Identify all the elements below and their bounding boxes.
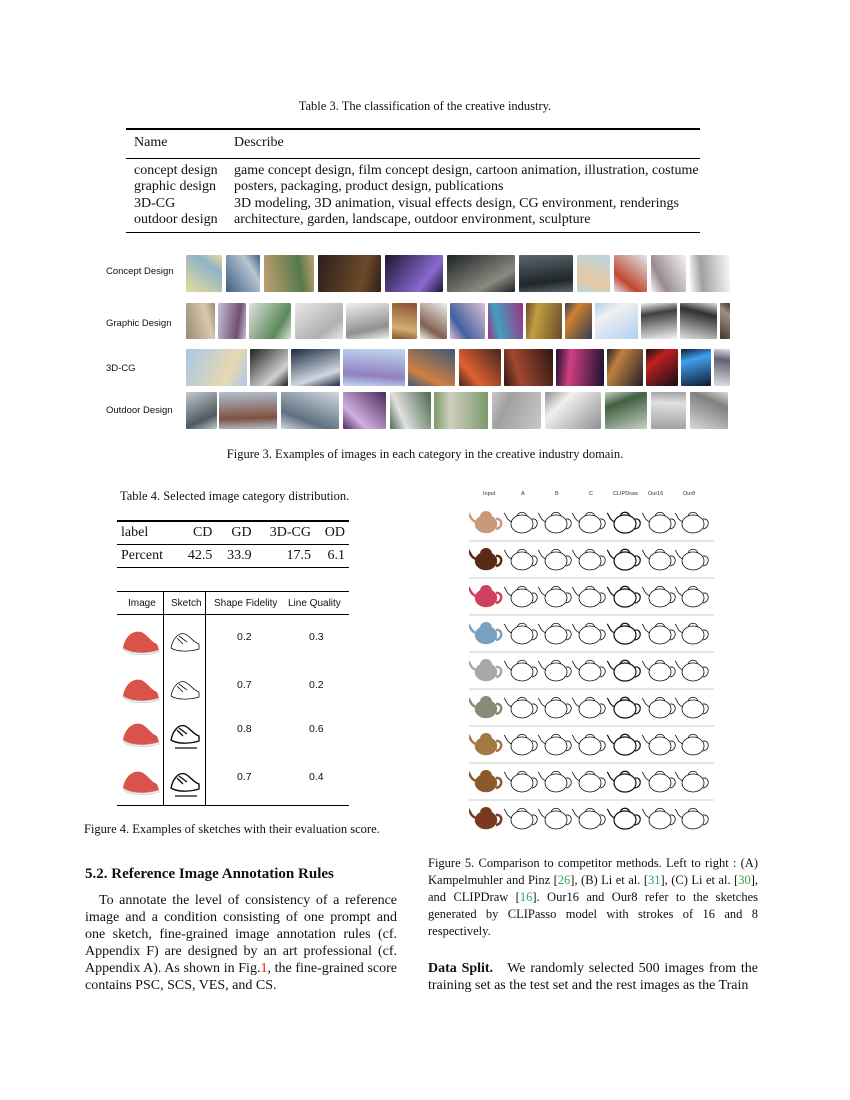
fig4-header: Sketch (171, 598, 202, 609)
teapot-sketch (607, 586, 640, 607)
fig5-teapot-grid (469, 489, 714, 841)
table-row (126, 212, 700, 232)
teapot-sketch (504, 660, 537, 681)
teapot-sketch (607, 512, 640, 533)
table4 (117, 520, 349, 568)
citation-link[interactable]: 31 (648, 873, 661, 887)
fig5-col-header: Our8 (683, 491, 696, 497)
citation-link[interactable]: 16 (519, 890, 533, 904)
teapot-sketch (538, 808, 571, 829)
fig3-thumbnail (264, 255, 314, 292)
teapot-photo (469, 586, 501, 607)
teapot-photo (469, 512, 501, 533)
teapot-sketch (572, 660, 605, 681)
citation-link[interactable]: 30 (738, 873, 751, 887)
teapot-photo (469, 549, 501, 570)
shoe-sketch (171, 682, 199, 700)
table4-header: CD (177, 521, 216, 545)
fig4-row-art (123, 772, 199, 796)
fig3-thumbnail (492, 392, 541, 429)
teapot-photo (469, 734, 501, 755)
fig3-row-label: Outdoor Design (106, 405, 173, 416)
fig4-shape-score: 0.2 (237, 631, 252, 643)
teapot-sketch (675, 771, 708, 792)
table4-header: 3D-CG (256, 521, 315, 545)
teapot-sketch (607, 660, 640, 681)
figure5 (469, 489, 714, 841)
teapot-sketch (538, 512, 571, 533)
teapot-sketch (642, 697, 675, 718)
teapot-sketch (675, 808, 708, 829)
teapot-sketch (607, 808, 640, 829)
fig4-shape-score: 0.7 (237, 771, 252, 783)
table3-cell: 3D-CG (134, 195, 176, 211)
table3 (126, 128, 700, 233)
teapot-sketch (504, 734, 537, 755)
table3-cell: posters, packaging, product design, publications (234, 179, 504, 194)
fig3-thumbnail (186, 349, 247, 386)
shoe-sketch (171, 634, 199, 652)
fig3-thumbnail (186, 392, 217, 429)
figure3-caption: Figure 3. Examples of images in each category in the creative industry domain. (226, 447, 624, 461)
fig3-thumbnail (605, 392, 647, 429)
teapot-sketch (538, 771, 571, 792)
teapot-sketch (642, 734, 675, 755)
fig3-thumbnail (614, 255, 647, 292)
teapot-sketch (607, 734, 640, 755)
fig5-col-header: CLIPDraw (613, 491, 639, 497)
teapot-sketch (642, 660, 675, 681)
fig3-thumbnail (250, 349, 288, 386)
teapot-sketch (504, 549, 537, 570)
fig3-thumbnail (526, 303, 562, 339)
fig3-thumbnail (459, 349, 501, 386)
citation-link[interactable]: 26 (557, 873, 571, 887)
figure4-table (117, 591, 349, 806)
teapot-sketch (504, 512, 537, 533)
teapot-sketch (572, 808, 605, 829)
teapot-sketch (504, 586, 537, 607)
table3-header-describe: Describe (226, 129, 700, 158)
fig5-col-header: A (521, 491, 525, 497)
fig3-thumbnail (318, 255, 381, 292)
caption-text: ], and CLIPDraw [ (428, 873, 758, 904)
section-heading: 5.2. Reference Image Annotation Rules (85, 866, 334, 882)
fig3-thumbnail (186, 255, 222, 292)
table3-cell: game concept design, film concept design, cartoon animation, illustration, costume (234, 162, 699, 178)
teapot-sketch (642, 586, 675, 607)
teapot-sketch (504, 771, 537, 792)
fig3-thumbnail (488, 303, 523, 339)
shoe-image (123, 632, 159, 653)
teapot-sketch (538, 660, 571, 681)
fig3-thumbnail (607, 349, 643, 386)
fig3-thumbnail (450, 303, 485, 339)
fig4-header: Image (128, 598, 156, 609)
caption-text: ], (C) Li et al. [ (660, 873, 739, 887)
paragraph-text: , the fine-grained score contains PSC, SCS, VES, and CS. (85, 961, 397, 993)
fig3-thumbnail (186, 303, 215, 339)
fig3-thumbnail (720, 303, 730, 339)
teapot-sketch (572, 586, 605, 607)
section52-paragraph (85, 892, 397, 994)
fig3-thumbnail (249, 303, 291, 339)
fig5-col-header: Input (483, 491, 496, 497)
fig3-row-label: Graphic Design (106, 318, 172, 329)
teapot-sketch (572, 512, 605, 533)
fig4-row-art (123, 724, 199, 748)
table4-cell: 6.1 (315, 545, 349, 568)
teapot-sketch (504, 808, 537, 829)
teapot-sketch (642, 623, 675, 644)
fig3-thumbnail (714, 349, 730, 386)
table3-cell: outdoor design (126, 212, 226, 232)
table4-header: GD (216, 521, 255, 545)
shoe-image (123, 772, 159, 793)
fig3-thumbnail (504, 349, 553, 386)
fig3-thumbnail (447, 255, 515, 292)
fig3-thumbnail (595, 303, 638, 339)
fig3-thumbnail (291, 349, 340, 386)
fig4-shoe-images (117, 592, 349, 805)
teapot-sketch (504, 623, 537, 644)
table4-header: label (117, 521, 177, 545)
teapot-sketch (572, 771, 605, 792)
teapot-sketch (504, 697, 537, 718)
fig4-line-score: 0.2 (309, 679, 324, 691)
fig3-row-label: Concept Design (106, 266, 174, 277)
fig4-header: Shape Fidelity (214, 598, 278, 609)
teapot-photo (469, 697, 501, 718)
fig3-thumbnail (420, 303, 447, 339)
fig4-header: Line Quality (288, 598, 341, 609)
fig5-col-header: B (555, 491, 559, 497)
fig3-thumbnail (346, 303, 389, 339)
teapot-sketch (642, 808, 675, 829)
fig3-thumbnail (545, 392, 601, 429)
teapot-sketch (675, 549, 708, 570)
teapot-sketch (538, 549, 571, 570)
fig3-thumbnail (651, 392, 686, 429)
fig3-thumbnail (556, 349, 604, 386)
paragraph-text: We randomly selected 500 images from the training set as the test set and the rest images as the Train (428, 961, 758, 993)
fig4-row-art (123, 680, 199, 703)
teapot-sketch (572, 623, 605, 644)
fig3-thumbnail (651, 255, 686, 292)
figure4-caption: Figure 4. Examples of sketches with their evaluation score. (84, 822, 380, 836)
fig4-shape-score: 0.8 (237, 723, 252, 735)
shoe-sketch (171, 774, 199, 792)
fig4-line-score: 0.4 (309, 771, 324, 783)
datasplit-paragraph (428, 960, 758, 994)
teapot-sketch (538, 623, 571, 644)
teapot-sketch (642, 771, 675, 792)
teapot-sketch (607, 549, 640, 570)
teapot-sketch (572, 697, 605, 718)
teapot-sketch (675, 586, 708, 607)
table-row (126, 158, 700, 179)
fig3-thumbnail (385, 255, 443, 292)
teapot-sketch (675, 734, 708, 755)
teapot-sketch (607, 771, 640, 792)
caption-text: ]. Our16 and Our8 refer to the sketches generated by CLIPasso model with strokes of 16 and 8 respectively. (428, 890, 758, 938)
teapot-sketch (675, 660, 708, 681)
table-row (126, 196, 700, 213)
fig3-thumbnail (434, 392, 488, 429)
table3-header-name: Name (126, 129, 226, 158)
teapot-sketch (675, 697, 708, 718)
fig3-thumbnail (343, 392, 386, 429)
paragraph-heading: Data Split. (428, 961, 494, 976)
paragraph-text: To annotate the level of consistency of a reference image and a condition consisting of one prompt and one sketch, fine-grained image annotation rules (cf. Appendix F) are designed by an art professional (cf. Appendix A). As shown in Fig. (85, 893, 397, 976)
teapot-sketch (607, 623, 640, 644)
teapot-sketch (538, 734, 571, 755)
teapot-sketch (538, 697, 571, 718)
fig5-col-header: Our16 (648, 491, 664, 497)
fig4-line-score: 0.3 (309, 631, 324, 643)
fig3-thumbnail (690, 392, 728, 429)
teapot-sketch (642, 549, 675, 570)
table4-cell: 42.5 (177, 545, 216, 568)
table3-cell: 3D modeling, 3D animation, visual effects design, CG environment, renderings (234, 195, 679, 211)
teapot-photo (469, 660, 501, 681)
table4-caption: Table 4. Selected image category distribution. (120, 489, 350, 503)
fig3-thumbnail (519, 255, 573, 292)
fig3-thumbnail (219, 392, 277, 429)
fig3-thumbnail (392, 303, 417, 339)
fig3-thumbnail (681, 349, 711, 386)
teapot-sketch (572, 549, 605, 570)
fig3-thumbnail (646, 349, 678, 386)
teapot-photo (469, 771, 501, 792)
fig3-thumbnail (343, 349, 405, 386)
table4-header: OD (315, 521, 349, 545)
table4-cell: Percent (117, 545, 177, 568)
table3-cell: architecture, garden, landscape, outdoor environment, sculpture (226, 212, 700, 232)
fig4-row-art (123, 632, 199, 655)
fig4-line-score: 0.6 (309, 723, 324, 735)
fig3-thumbnail (641, 303, 677, 339)
shoe-image (123, 680, 159, 701)
fig3-thumbnail (281, 392, 339, 429)
fig5-col-header: C (589, 491, 593, 497)
fig3-thumbnail (408, 349, 455, 386)
fig3-thumbnail (577, 255, 610, 292)
shoe-image (123, 724, 159, 745)
figure-link[interactable]: 1 (260, 961, 268, 976)
fig3-thumbnail (680, 303, 717, 339)
table4-cell: 17.5 (256, 545, 315, 568)
fig3-thumbnail (295, 303, 343, 339)
teapot-photo (469, 623, 501, 644)
table3-cell: graphic design (134, 179, 217, 194)
teapot-sketch (642, 512, 675, 533)
table-row (126, 179, 700, 196)
teapot-sketch (572, 734, 605, 755)
shoe-sketch (171, 726, 199, 744)
teapot-photo (469, 808, 501, 829)
caption-text: ], (B) Li et al. [ (570, 873, 648, 887)
table3-cell: concept design (134, 162, 218, 178)
table-row (117, 545, 349, 568)
table3-caption: Table 3. The classification of the creative industry. (298, 99, 552, 113)
fig3-thumbnail (565, 303, 592, 339)
table4-cell: 33.9 (216, 545, 255, 568)
fig3-thumbnail (226, 255, 260, 292)
fig3-thumbnail (218, 303, 246, 339)
teapot-sketch (675, 512, 708, 533)
fig3-thumbnail (390, 392, 431, 429)
teapot-sketch (675, 623, 708, 644)
fig3-thumbnail (690, 255, 730, 292)
fig4-shape-score: 0.7 (237, 679, 252, 691)
figure5-caption (428, 855, 758, 940)
teapot-sketch (538, 586, 571, 607)
caption-text: Figure 5. Comparison to competitor methods. Left to right : (A) Kampelmuhler and Pinz [ (428, 856, 758, 887)
teapot-sketch (607, 697, 640, 718)
fig3-row-label: 3D-CG (106, 363, 136, 374)
